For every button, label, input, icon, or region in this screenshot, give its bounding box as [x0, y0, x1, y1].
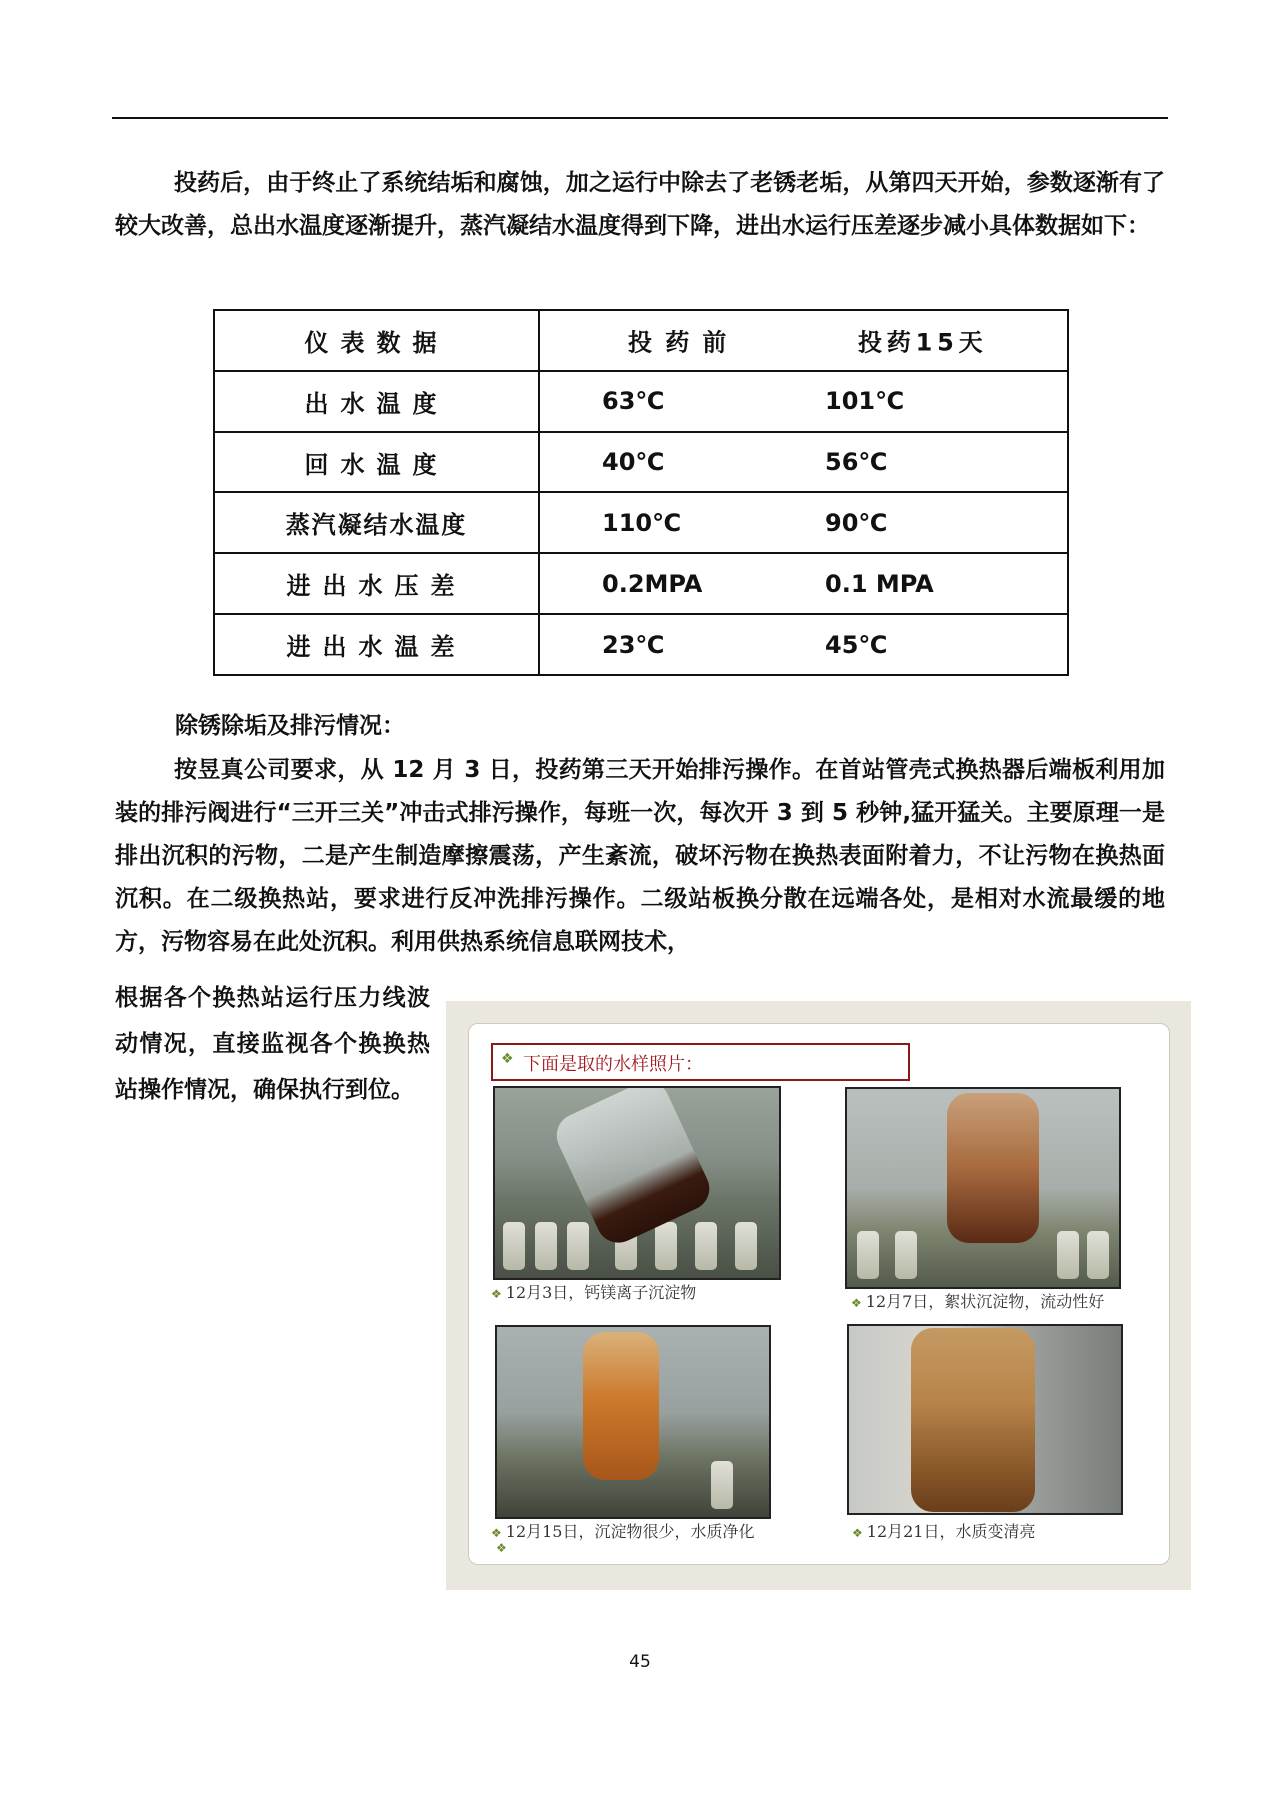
value-after: 0.1 MPA: [825, 569, 934, 598]
value-before: 23℃: [602, 630, 665, 659]
sample-bottle: [947, 1093, 1039, 1243]
slide-title-box: [491, 1043, 910, 1081]
sample-photo-dec7: [845, 1087, 1121, 1289]
value-after: 90℃: [825, 508, 888, 537]
row-values: [539, 614, 1068, 675]
header-after: 投药15天: [858, 328, 988, 357]
diamond-bullet-icon: ❖: [496, 1541, 507, 1555]
value-before: 0.2MPA: [602, 569, 703, 598]
value-after: 56℃: [825, 448, 888, 477]
diamond-bullet-icon: ❖: [851, 1296, 862, 1310]
row-label: 出水温度: [214, 371, 539, 432]
value-before: 110℃: [602, 508, 682, 537]
caption-dec15: [491, 1519, 755, 1542]
slide-title: 下面是取的水样照片：: [523, 1054, 703, 1075]
paragraph-discharge-tail: 根据各个换热站运行压力线波动情况，直接监视各个换换热站操作情况，确保执行到位。: [115, 985, 430, 1103]
background-bottle: [655, 1222, 677, 1270]
paragraph-intro: 投药后，由于终止了系统结垢和腐蚀，加之运行中除去了老锈老垢，从第四天开始，参数逐渐有了较大改善，总出水温度逐渐提升，蒸汽凝结水温度得到下降，进出水运行压差逐步减小具体数据如下：: [115, 170, 1165, 239]
section-heading: 除锈除垢及排污情况：: [175, 713, 405, 739]
diamond-bullet-icon: ❖: [852, 1526, 863, 1540]
sample-bottle: [583, 1332, 659, 1480]
row-label: 进出水压差: [214, 553, 539, 614]
value-before: 63℃: [602, 387, 665, 416]
water-sample-slide: [446, 1001, 1191, 1590]
sample-photo-dec15: [495, 1325, 771, 1519]
table-row: [214, 492, 1068, 553]
caption-text: 12月7日，絮状沉淀物，流动性好: [865, 1292, 1105, 1311]
sample-bottle: [911, 1328, 1035, 1512]
table-row: [214, 553, 1068, 614]
background-bottle: [895, 1231, 917, 1279]
background-bottle: [857, 1231, 879, 1279]
background-bottle: [535, 1222, 557, 1270]
row-values: [539, 432, 1068, 493]
value-after: 45℃: [825, 630, 888, 659]
background-bottle: [503, 1222, 525, 1270]
caption-text: 12月3日，钙镁离子沉淀物: [505, 1283, 697, 1302]
paragraph-discharge: 按昱真公司要求，从 12 月 3 日，投药第三天开始排污操作。在首站管壳式换热器后端板利用加装的排污阀进行“三开三关”冲击式排污操作，每班一次，每次开 3 到 5 秒钟,猛开猛关。主要原理一是排出沉积的污物，二是产生制造摩擦震荡，产生紊流，破坏污物在换热表面附着力，不让污物在换热面沉积。在二级换热站，要求进行反冲洗排污操作。二级站板换分散在远端各处，是相对水流最缓的地方，污物容易在此处沉积。利用供热系统信息联网技术，: [115, 757, 1165, 955]
caption-dec3: [491, 1280, 696, 1303]
caption-dec21: [852, 1519, 1036, 1542]
diamond-bullet-icon: ❖: [501, 1051, 514, 1067]
row-values: [539, 553, 1068, 614]
header-before: 投药前: [628, 328, 740, 357]
background-bottle: [1057, 1231, 1079, 1279]
row-label: 进出水温差: [214, 614, 539, 675]
page-number: 45: [629, 1652, 651, 1672]
sample-photo-dec21: [847, 1324, 1123, 1515]
caption-text: 12月15日，沉淀物很少，水质净化: [505, 1522, 755, 1541]
header-rule: [112, 117, 1168, 119]
value-after: 101℃: [825, 387, 905, 416]
table-header-row: [214, 310, 1068, 371]
value-before: 40℃: [602, 448, 665, 477]
background-bottle: [695, 1222, 717, 1270]
table-row: [214, 432, 1068, 493]
sample-photo-dec3: [493, 1086, 781, 1280]
header-values: [539, 310, 1068, 371]
diamond-bullet-icon: ❖: [491, 1287, 502, 1301]
background-bottle: [567, 1222, 589, 1270]
row-values: [539, 492, 1068, 553]
background-bottle: [735, 1222, 757, 1270]
background-bottle: [711, 1461, 733, 1509]
caption-dec7: [851, 1289, 1104, 1312]
row-label: 回水温度: [214, 432, 539, 493]
table-row: [214, 371, 1068, 432]
background-bottle: [1087, 1231, 1109, 1279]
table-row: [214, 614, 1068, 675]
row-label: 蒸汽凝结水温度: [214, 492, 539, 553]
row-values: [539, 371, 1068, 432]
caption-text: 12月21日，水质变清亮: [866, 1522, 1036, 1541]
data-table: [213, 309, 1069, 676]
diamond-bullet-icon: ❖: [491, 1526, 502, 1540]
header-label: 仪表数据: [214, 310, 539, 371]
